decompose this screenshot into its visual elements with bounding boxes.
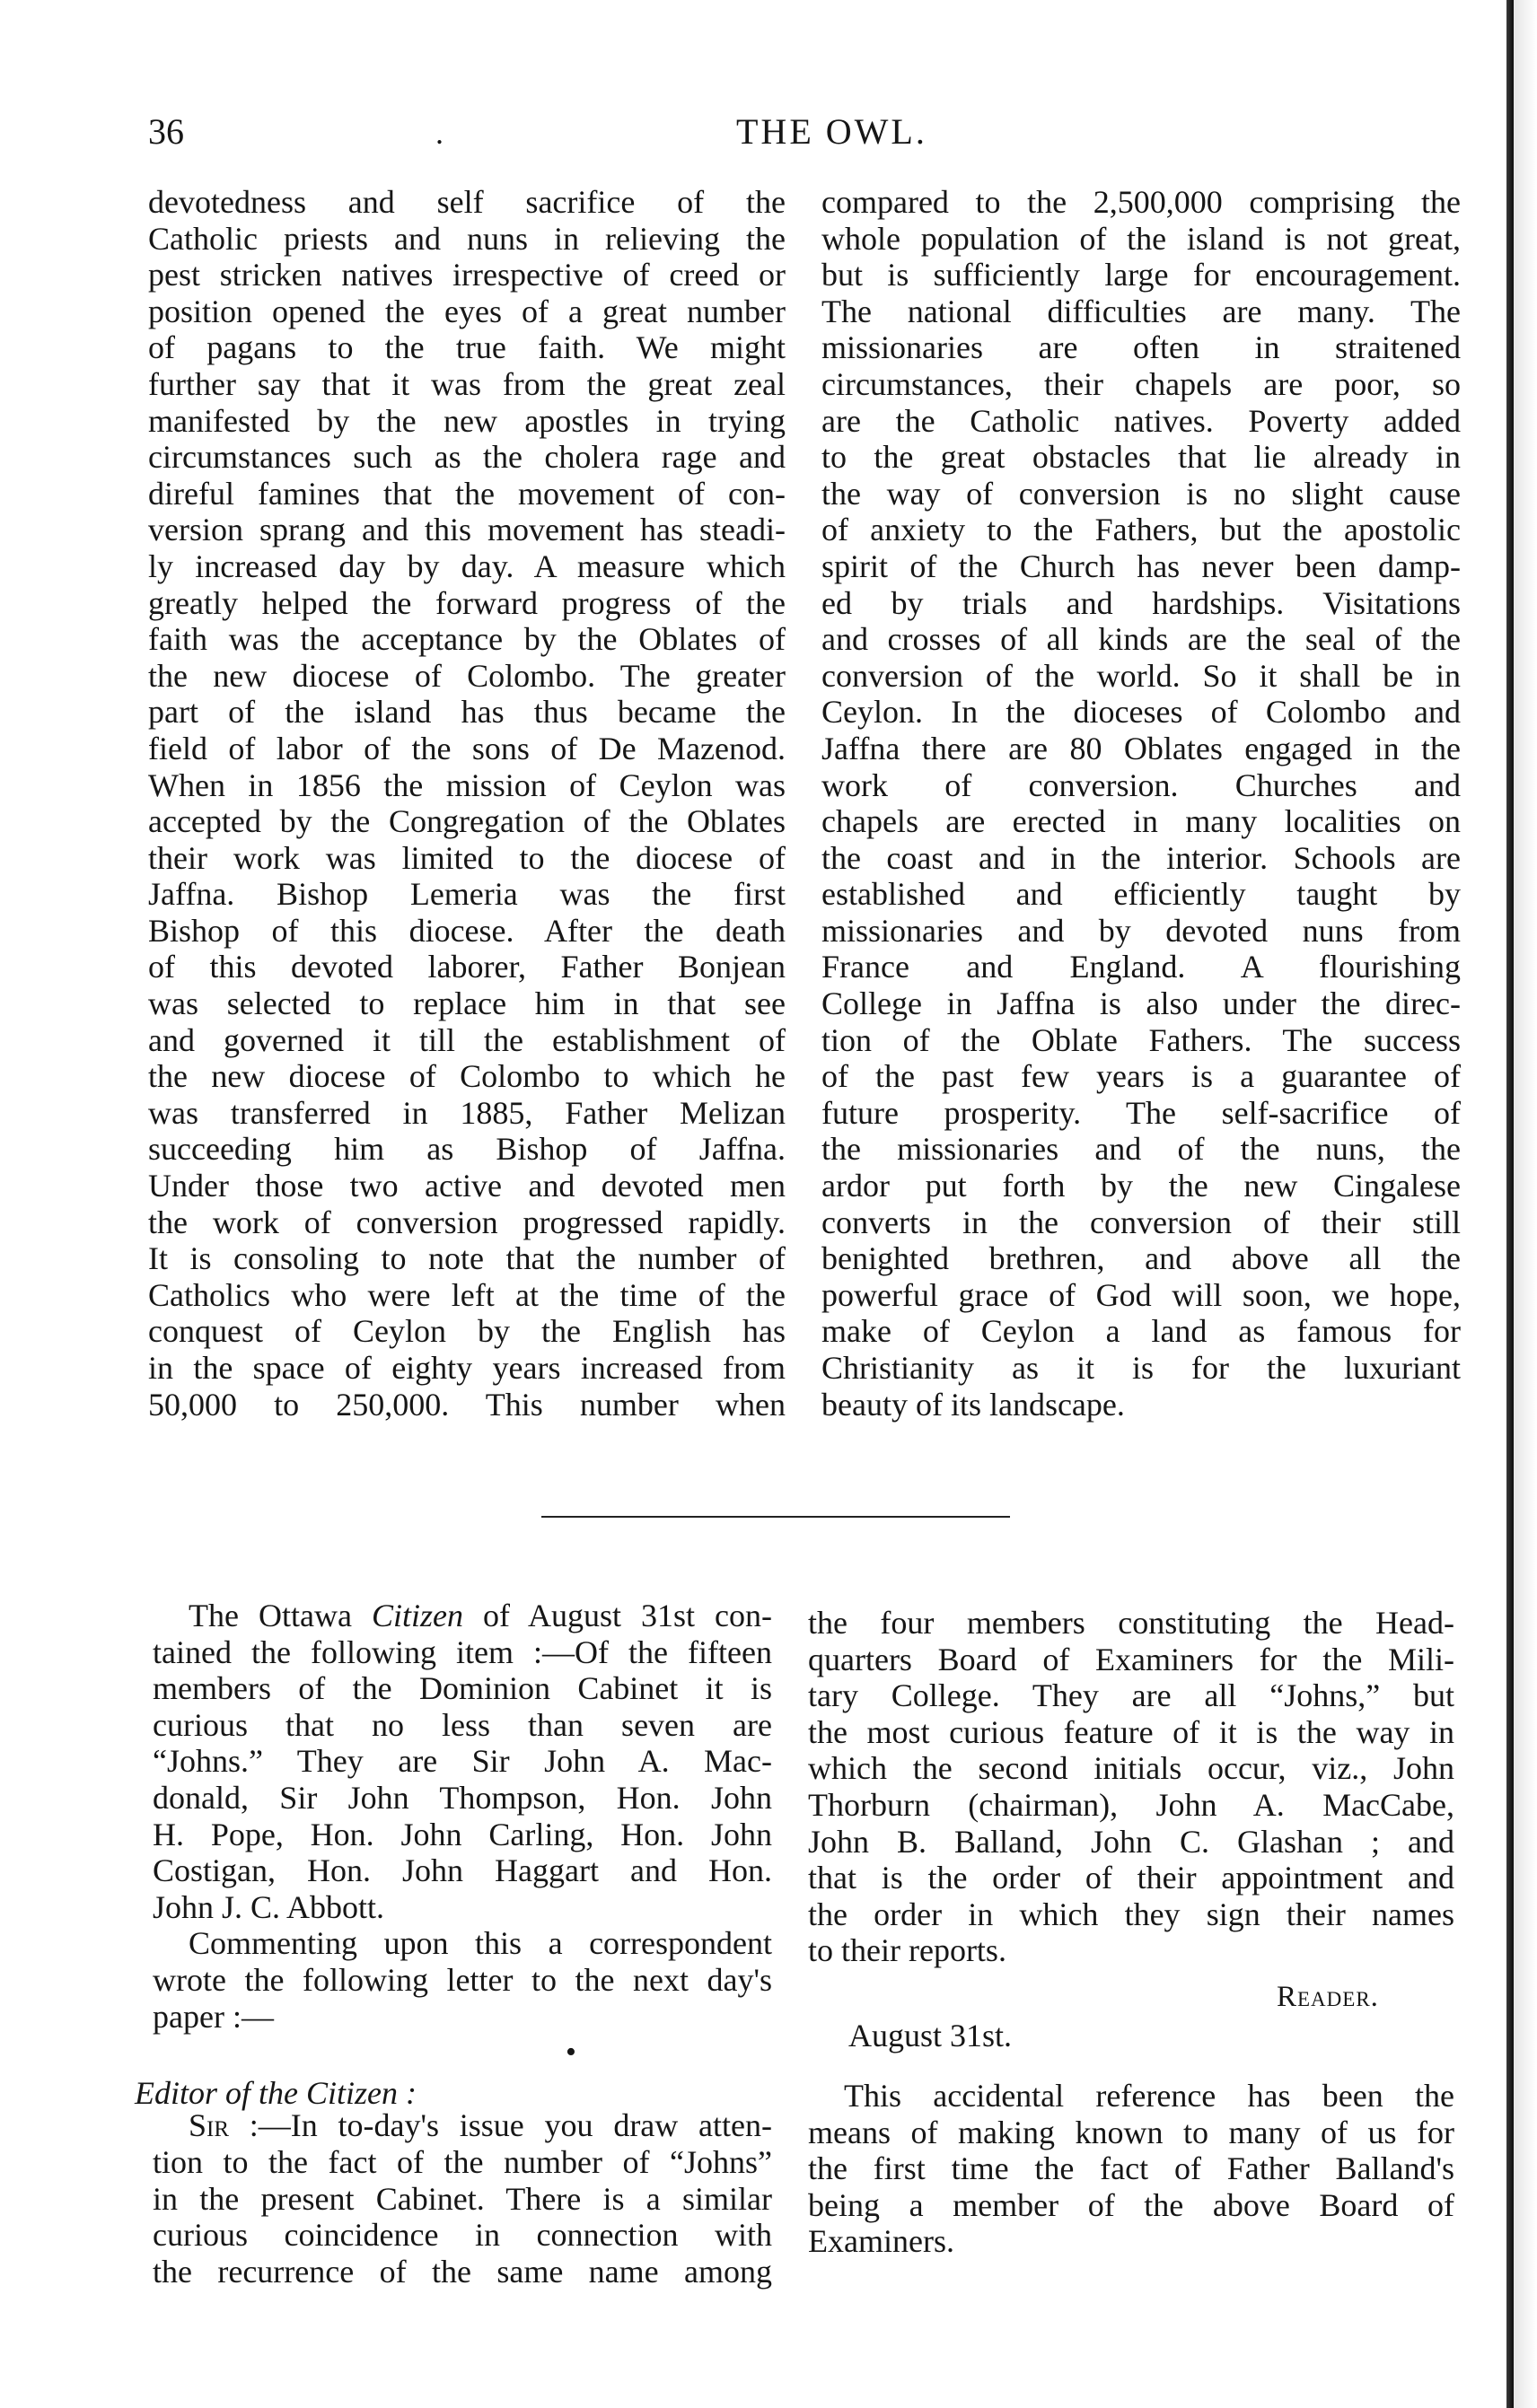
text-line: the work of conversion progressed rapidly. [148, 1204, 786, 1240]
text-line: ardor put forth by the new Cingalese [821, 1168, 1461, 1204]
text-line: and governed it till the establishment of [148, 1021, 786, 1058]
text-line: paper :— [153, 1998, 274, 2035]
text-line: compared to the 2,500,000 comprising the [821, 184, 1461, 220]
text-line: 50,000 to 250,000. This number when [148, 1386, 786, 1423]
text-line: being a member of the above Board of [808, 2186, 1454, 2223]
text-line: that is the order of their appointment and [808, 1860, 1454, 1896]
text-line: beauty of its landscape. [821, 1386, 1125, 1423]
article-column-left [148, 184, 786, 1423]
text-line: whole population of the island is not great, [821, 220, 1461, 257]
text-line: It is consoling to note that the number of [148, 1240, 786, 1277]
text-line: tion of the Oblate Fathers. The success [821, 1021, 1461, 1058]
text-line: tion to the fact of the number of “Johns” [153, 2143, 772, 2180]
text-line: further say that it was from the great zeal [148, 365, 786, 402]
text-line [153, 1598, 772, 1634]
text-line: manifested by the new apostles in trying [148, 402, 786, 439]
text-line: work of conversion. Churches and [821, 766, 1461, 803]
text-line: the new diocese of Colombo to which he [148, 1058, 786, 1095]
text-line: the coast and in the interior. Schools are [821, 839, 1461, 876]
text-line: faith was the acceptance by the Oblates of [148, 621, 786, 658]
text-line: greatly helped the forward progress of the [148, 584, 786, 621]
text-line: powerful grace of God will soon, we hope, [821, 1276, 1461, 1313]
text-line: Examiners. [808, 2223, 954, 2260]
closing-paragraph [808, 2078, 1454, 2260]
text-line: are the Catholic natives. Poverty added [821, 402, 1461, 439]
text-line: “Johns.” They are Sir John A. Mac- [153, 1743, 772, 1780]
text-line: and crosses of all kinds are the seal of the [821, 621, 1461, 658]
text-line: future prosperity. The self-sacrifice of [821, 1094, 1461, 1131]
text-line: wrote the following letter to the next day's [153, 1961, 772, 1998]
text-line: in the space of eighty years increased from [148, 1350, 786, 1386]
text-line: accepted by the Congregation of the Oblates [148, 803, 786, 840]
running-title: THE OWL. [736, 111, 927, 152]
article-column-right [821, 184, 1461, 1423]
text-line: was selected to replace him in that see [148, 985, 786, 1022]
text-line: This accidental reference has been the [844, 2078, 1454, 2114]
letter-date: August 31st. [848, 2018, 1013, 2053]
text-line: quarters Board of Examiners for the Mili- [808, 1641, 1454, 1677]
text-line: direful famines that the movement of con- [148, 475, 786, 512]
text-line: circumstances, their chapels are poor, so [821, 365, 1461, 402]
text-line: field of labor of the sons of De Mazenod. [148, 730, 786, 766]
text-line: John J. C. Abbott. [153, 1888, 385, 1925]
text-line: tary College. They are all “Johns,” but [808, 1677, 1454, 1714]
text-line: John B. Balland, John C. Glashan ; and [808, 1823, 1454, 1860]
text-line: converts in the conversion of their still [821, 1204, 1461, 1240]
text-line: Commenting upon this a correspondent [189, 1925, 772, 1962]
text-line: the order in which they sign their names [808, 1896, 1454, 1932]
section-divider [541, 1516, 1010, 1518]
text-line: part of the island has thus became the [148, 694, 786, 731]
text-line: pest stricken natives irrespective of creed or [148, 257, 786, 293]
text-line: donald, Sir John Thompson, Hon. John [153, 1779, 772, 1816]
text-line: Catholics who were left at the time of the [148, 1276, 786, 1313]
text-line: the new diocese of Colombo. The greater [148, 657, 786, 694]
text-line: conquest of Ceylon by the English has [148, 1313, 786, 1350]
text-run: The Ottawa [189, 1598, 372, 1633]
text-line: their work was limited to the diocese of [148, 839, 786, 876]
text-line: of anxiety to the Fathers, but the apostolic [821, 512, 1461, 548]
text-line: ly increased day by day. A measure which [148, 547, 786, 584]
text-line: to their reports. [808, 1932, 1006, 1969]
text-run: of August 31st con- [462, 1598, 772, 1633]
text-line: spirit of the Church has never been damp- [821, 547, 1461, 584]
letter-column [808, 1605, 1454, 1969]
text-line: Christianity as it is for the luxuriant [821, 1350, 1461, 1386]
citizen-item-column [153, 1598, 772, 2290]
text-line: When in 1856 the mission of Ceylon was [148, 766, 786, 803]
text-line: of this devoted laborer, Father Bonjean [148, 949, 786, 985]
text-line [153, 2107, 772, 2144]
text-line: Costigan, Hon. John Haggart and Hon. [153, 1852, 772, 1889]
text-line: members of the Dominion Cabinet it is [153, 1670, 772, 1707]
text-line: conversion of the world. So it shall be in [821, 657, 1461, 694]
text-line: missionaries are often in straitened [821, 329, 1461, 366]
text-line: position opened the eyes of a great number [148, 293, 786, 329]
text-line: succeeding him as Bishop of Jaffna. [148, 1131, 786, 1168]
text-line: which the second initials occur, viz., John [808, 1750, 1454, 1787]
text-line: Ceylon. In the dioceses of Colombo and [821, 694, 1461, 731]
page-edge-shadow [1514, 0, 1537, 2408]
text-line: curious that no less than seven are [153, 1706, 772, 1743]
text-line: but is sufficiently large for encouragement. [821, 257, 1461, 293]
text-line: the recurrence of the same name among [153, 2253, 772, 2290]
text-line: the first time the fact of Father Balland's [808, 2150, 1454, 2187]
text-line: Thorburn (chairman), John A. MacCabe, [808, 1786, 1454, 1823]
text-line: The national difficulties are many. The [821, 293, 1461, 329]
text-line: circumstances such as the cholera rage and [148, 439, 786, 476]
text-line: of pagans to the true faith. We might [148, 329, 786, 366]
text-line: missionaries and by devoted nuns from [821, 912, 1461, 949]
text-line: version sprang and this movement has steadi- [148, 512, 786, 548]
stray-mark: • [566, 2036, 576, 2069]
text-line: make of Ceylon a land as famous for [821, 1313, 1461, 1350]
text-line: was transferred in 1885, Father Melizan [148, 1094, 786, 1131]
text-line: to the great obstacles that lie already in [821, 439, 1461, 476]
text-line: means of making known to many of us for [808, 2114, 1454, 2150]
text-line: chapels are erected in many localities on [821, 803, 1461, 840]
text-line: benighted brethren, and above all the [821, 1240, 1461, 1277]
running-header [148, 109, 1459, 163]
page-edge [1506, 0, 1514, 2408]
text-line: H. Pope, Hon. John Carling, Hon. John [153, 1816, 772, 1852]
text-line: Jaffna. Bishop Lemeria was the first [148, 876, 786, 913]
text-line: France and England. A flourishing [821, 949, 1461, 985]
text-line: Catholic priests and nuns in relieving the [148, 220, 786, 257]
text-line: of the past few years is a guarantee of [821, 1058, 1461, 1095]
text-line: the way of conversion is no slight cause [821, 475, 1461, 512]
newspaper-name: Citizen [371, 1598, 463, 1633]
letter-heading: Editor of the Citizen : [135, 2075, 417, 2111]
text-line: Under those two active and devoted men [148, 1168, 786, 1204]
header-dot: . [435, 115, 444, 151]
text-line: established and efficiently taught by [821, 876, 1461, 913]
text-line: Jaffna there are 80 Oblates engaged in the [821, 730, 1461, 766]
spacer [153, 2035, 772, 2071]
text-line: devotedness and self sacrifice of the [148, 184, 786, 220]
text-run: :—In to-day's issue you draw atten- [229, 2107, 772, 2144]
letter-signature: Reader. [1277, 1981, 1379, 2013]
text-line: curious coincidence in connection with [153, 2217, 772, 2254]
text-line: the most curious feature of it is the way in [808, 1713, 1454, 1750]
page-number: 36 [148, 111, 184, 152]
text-line: in the present Cabinet. There is a similar [153, 2180, 772, 2217]
text-line: tained the following item :—Of the fifteen [153, 1633, 772, 1670]
text-line: Bishop of this diocese. After the death [148, 912, 786, 949]
text-line: ed by trials and hardships. Visitations [821, 584, 1461, 621]
text-line: the missionaries and of the nuns, the [821, 1131, 1461, 1168]
text-line: the four members constituting the Head- [808, 1605, 1454, 1641]
text-line: College in Jaffna is also under the direc- [821, 985, 1461, 1022]
salutation: Sir [189, 2107, 230, 2144]
